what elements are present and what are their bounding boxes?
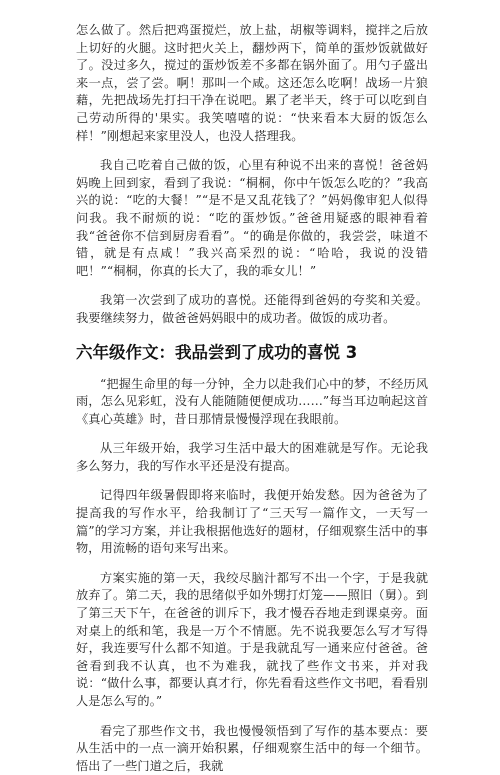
section-heading: 六年级作文：我品尝到了成功的喜悦 3 [76,342,358,362]
paragraph-6: 记得四年级暑假即将来临时，我便开始发愁。因为爸爸为了提高我的写作水平，给我制订了“三天写一篇作文，一天写一篇”的学习方案，并让我根据他选好的题材，仔细观察生活中的事物，用流畅的语句来写出来。 [76,488,428,556]
paragraph-4: “把握生命里的每一分钟，全力以赴我们心中的梦，不经历风雨，怎么见彩虹，没有人能随随便便成功……”每当耳边响起这首《真心英雄》时，昔日那情景慢慢浮现在我眼前。 [76,376,428,426]
paragraph-8: 看完了那些作文书，我也慢慢领悟到了写作的基本要点：要从生活中的一点一滴开始积累，仔细观察生活中的每一个细节。悟出了一些门道之后，我就 [76,723,428,773]
paragraph-2: 我自己吃着自己做的饭，心里有种说不出来的喜悦！爸爸妈妈晚上回到家，看到了我说：“桐桐，你中午饭怎么吃的？”我高兴的说：“吃的大餐！”“是不是又乱花钱了？”妈妈像审犯人似得问我。我不耐烦的说：“吃的蛋炒饭。”爸爸用疑惑的眼神看着我“爸爸你不信到厨房看看”。“的确是你做的，我尝尝，味道不错，就是有点咸！”我兴高采烈的说：“哈哈，我说的没错吧！”“桐桐，你真的长大了，我的乖女儿！” [76,158,428,278]
paragraph-3: 我第一次尝到了成功的喜悦。还能得到爸妈的夸奖和关爱。我要继续努力，做爸爸妈妈眼中的成功者。做饭的成功者。 [76,293,428,325]
paragraph-1: 怎么做了。然后把鸡蛋搅烂，放上盐，胡椒等调料，搅拌之后放上切好的火腿。这时把火关上，翻炒两下，简单的蛋炒饭就做好了。没过多久，搅过的蛋炒饭差不多都在锅外面了。用勺子盛出来一点，尝了尝。啊！那叫一个咸。这还怎么吃啊！战场一片狼藉，先把战场先打扫干净在说吧。累了老半天，终于可以吃到自己劳动所得的'果实。我笑嘻嘻的说：“快来看本大厨的饭怎么样！”刚想起来家里没人，也没人搭理我。 [76,23,428,143]
paragraph-5: 从三年级开始，我学习生活中最大的困难就是写作。无论我多么努力，我的写作水平还是没有提高。 [76,441,428,473]
paragraph-7: 方案实施的第一天，我绞尽脑汁都写不出一个字，于是我就放弃了。第二天，我的思绪似乎如外甥打灯笼——照旧（舅）。到了第三天下午，在爸爸的训斥下，我才慢吞吞地走到课桌旁。面对桌上的纸和笔，我是一万个不情愿。先不说我要怎么写才写得好，我连要写什么都不知道。于是我就乱写一通来应付爸爸。爸爸看到我不认真，也不为难我，就找了些作文书来，并对我说：“做什么事，都要认真才行，你先看看这些作文书吧，看看别人是怎么写的。” [76,570,428,708]
